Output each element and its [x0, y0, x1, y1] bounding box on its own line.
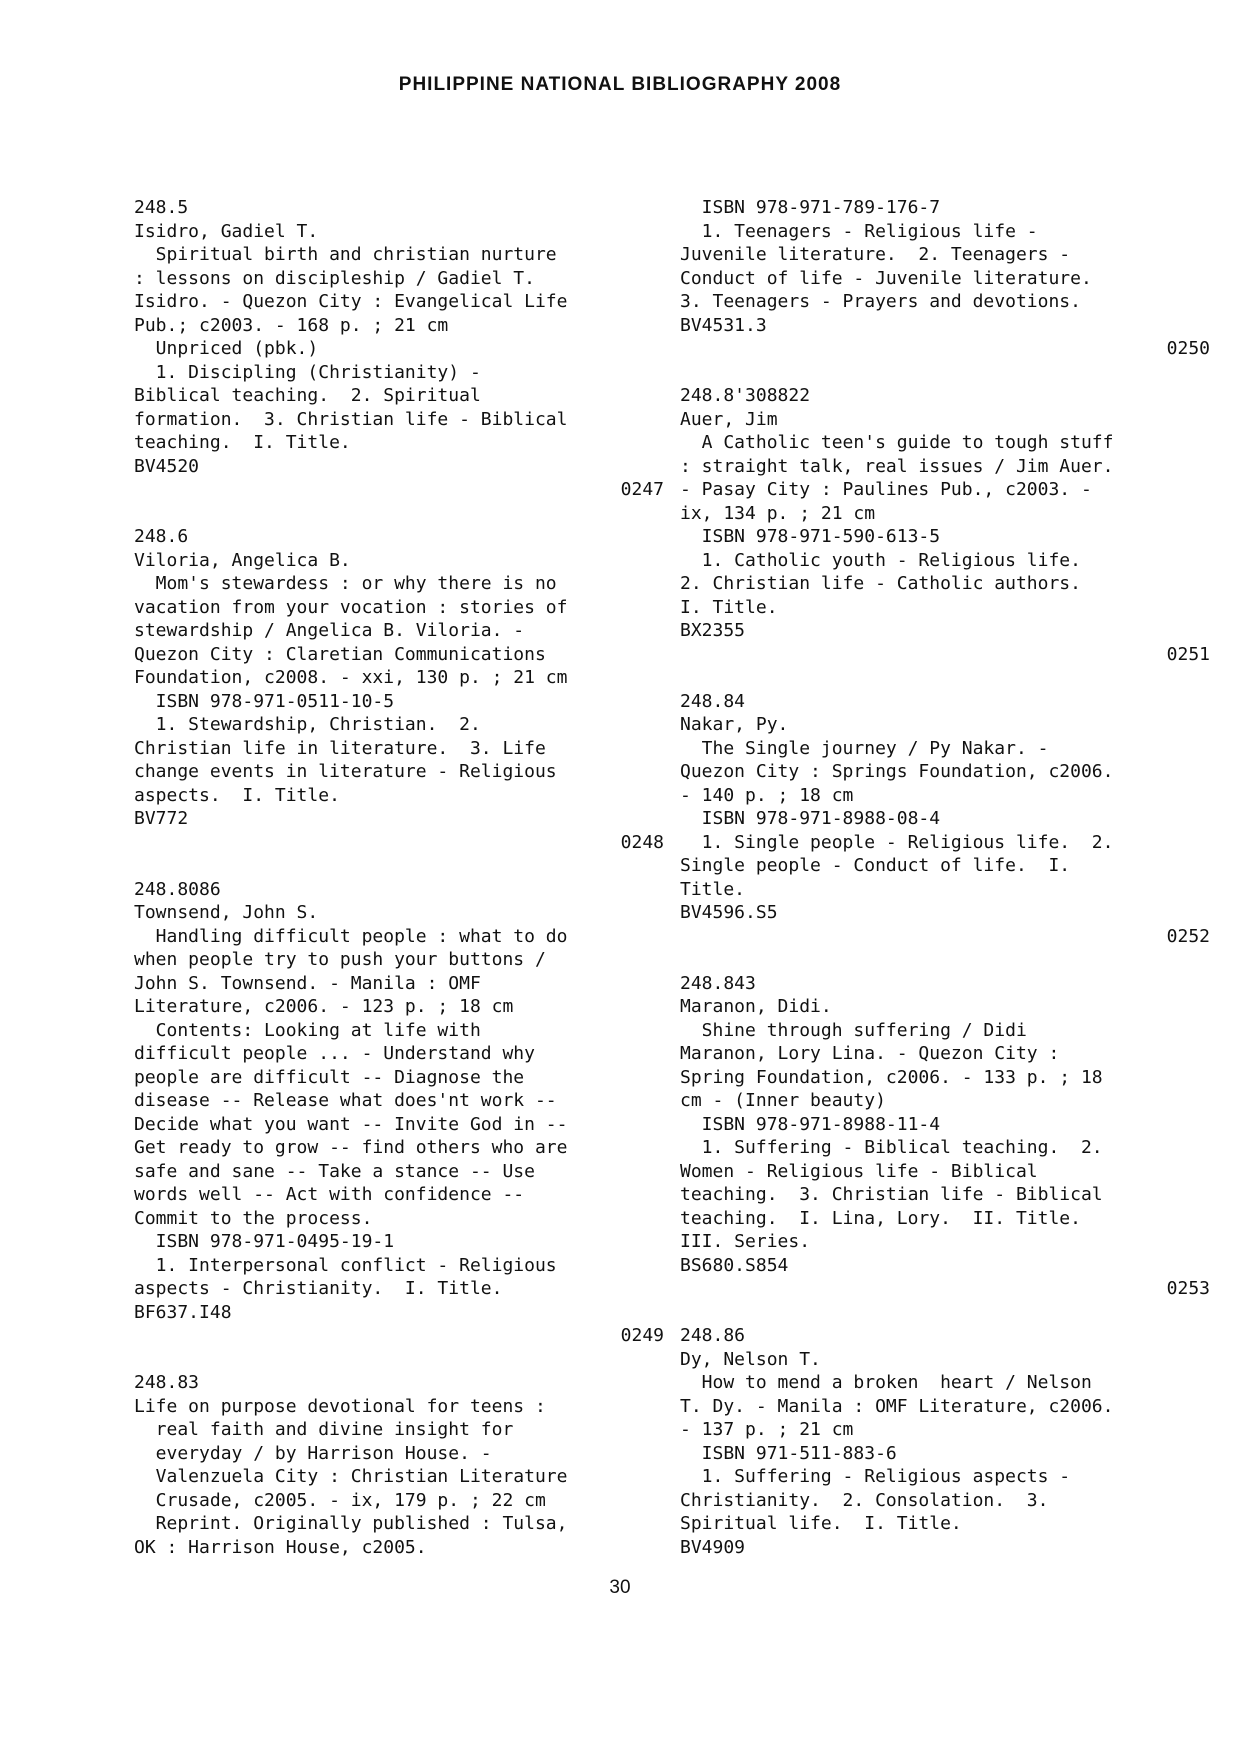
entry-line: ISBN 978-971-590-613-5 [680, 526, 941, 547]
entry-line: cm - (Inner beauty) [680, 1090, 886, 1111]
entry-line: Viloria, Angelica B. [134, 549, 351, 571]
entry-line: 248.83 [134, 1372, 200, 1393]
entry-line: Literature, c2006. - 123 p. ; 18 cm [134, 996, 514, 1017]
entry-line: BV4909 [680, 1536, 746, 1558]
blank-line [134, 1348, 664, 1372]
blank-line [680, 666, 1210, 690]
blank-line [134, 854, 664, 878]
entry-line: - 137 p. ; 21 cm [680, 1419, 854, 1440]
entry-line: BS680.S854 [680, 1254, 789, 1276]
entry-line: ISBN 978-971-8988-11-4 [680, 1113, 941, 1135]
entry-line: aspects. I. Title. [134, 784, 340, 806]
entry-line: Women - Religious life - Biblical [680, 1160, 1038, 1182]
entry-line: Mom's stewardess : or why there is no [134, 573, 557, 594]
entry-line: Auer, Jim [680, 408, 778, 430]
entry-line: vacation from your vocation : stories of [134, 596, 568, 618]
entry-line: Dy, Nelson T. [680, 1348, 821, 1370]
entry-line: 1. Single people - Religious life. 2. [680, 831, 1114, 853]
right-column [680, 196, 1210, 1559]
entry-line: BV772 [134, 808, 189, 829]
left-column [134, 196, 664, 1559]
entry-line: BF637.I48 [134, 1301, 232, 1323]
entry-line: everyday / by Harrison House. - [134, 1442, 492, 1464]
entry-line: T. Dy. - Manila : OMF Literature, c2006. [680, 1395, 1114, 1417]
entry-line: difficult people ... - Understand why [134, 1043, 535, 1064]
entry-line: Quezon City : Springs Foundation, c2006. [680, 761, 1114, 782]
entry-line: Townsend, John S. [134, 902, 319, 923]
entry-line: - Pasay City : Paulines Pub., c2003. - [680, 479, 1092, 500]
entry-line: Christianity. 2. Consolation. 3. [680, 1489, 1049, 1511]
entry-number: 0250 [1166, 338, 1210, 359]
entry-line: 248.8086 [134, 878, 221, 900]
entry-line: Reprint. Originally published : Tulsa, [134, 1513, 568, 1534]
entry-line: real faith and divine insight for [134, 1419, 514, 1440]
entry-line: Life on purpose devotional for teens : [134, 1395, 546, 1417]
entry-number: 0248 [620, 831, 664, 853]
entry-line: Conduct of life - Juvenile literature. [680, 267, 1092, 289]
entry-line: 2. Christian life - Catholic authors. [680, 573, 1081, 594]
entry-line: teaching. 3. Christian life - Biblical [680, 1184, 1103, 1205]
entry-line: BV4531.3 [680, 314, 767, 336]
blank-line [680, 361, 1210, 385]
entry-line: ISBN 978-971-0495-19-1 [134, 1231, 395, 1252]
blank-line [680, 1301, 1210, 1325]
entry-line: ix, 134 p. ; 21 cm [680, 502, 876, 524]
entry-line: BV4520 [134, 455, 200, 477]
entry-line: words well -- Act with confidence -- [134, 1184, 525, 1205]
page-number: 30 [609, 1577, 631, 1598]
entry-line: Crusade, c2005. - ix, 179 p. ; 22 cm [134, 1489, 546, 1511]
page-header: PHILIPPINE NATIONAL BIBLIOGRAPHY 2008 [398, 74, 842, 95]
entry-number: 0252 [1166, 925, 1210, 947]
entry-line: OK : Harrison House, c2005. [134, 1536, 427, 1558]
entry-line: teaching. I. Lina, Lory. II. Title. [680, 1207, 1081, 1229]
entry-line: aspects - Christianity. I. Title. [134, 1278, 503, 1299]
entry-line: Biblical teaching. 2. Spiritual [134, 385, 481, 406]
entry-number: 0247 [620, 479, 664, 500]
entry-line: BX2355 [680, 620, 746, 641]
entry-line: I. Title. [680, 596, 778, 618]
entry-line: Shine through suffering / Didi [680, 1019, 1027, 1041]
entry-line: Foundation, c2008. - xxi, 130 p. ; 21 cm [134, 667, 568, 688]
entry-line: 248.84 [680, 690, 746, 712]
entry-line: 1. Catholic youth - Religious life. [680, 549, 1081, 571]
entry-line: 248.843 [680, 972, 756, 994]
entry-line: The Single journey / Py Nakar. - [680, 737, 1049, 759]
entry-line: Contents: Looking at life with [134, 1019, 481, 1041]
entry-line: Commit to the process. [134, 1207, 373, 1229]
entry-line: III. Series. [680, 1231, 811, 1252]
entry-line: Unpriced (pbk.) [134, 338, 319, 359]
entry-line: teaching. I. Title. [134, 432, 351, 453]
entry-line: ISBN 978-971-8988-08-4 [680, 808, 941, 829]
entry-line: Title. [680, 878, 746, 900]
entry-line: - 140 p. ; 18 cm [680, 784, 854, 806]
entry-line: 1. Teenagers - Religious life - [680, 220, 1038, 242]
entry-number: 0251 [1166, 643, 1210, 665]
entry-line: Spring Foundation, c2006. - 133 p. ; 18 [680, 1066, 1103, 1088]
entry-line: safe and sane -- Take a stance -- Use [134, 1160, 535, 1182]
entry-line: 248.86 [680, 1325, 746, 1346]
entry-line: Maranon, Didi. [680, 996, 832, 1017]
entry-line: 1. Suffering - Biblical teaching. 2. [680, 1137, 1103, 1158]
entry-line: Single people - Conduct of life. I. [680, 855, 1071, 876]
entry-line: ISBN 971-511-883-6 [680, 1442, 897, 1464]
entry-line: 248.5 [134, 197, 189, 218]
entry-line: when people try to push your buttons / [134, 949, 546, 970]
entry-line: Pub.; c2003. - 168 p. ; 21 cm [134, 314, 449, 336]
entry-line: Nakar, Py. [680, 714, 789, 735]
entry-line: BV4596.S5 [680, 902, 778, 923]
entry-line: 3. Teenagers - Prayers and devotions. [680, 291, 1081, 312]
entry-line: ISBN 978-971-789-176-7 [680, 197, 941, 218]
entry-line: formation. 3. Christian life - Biblical [134, 408, 568, 430]
entry-line: 248.6 [134, 526, 189, 547]
entry-line: How to mend a broken heart / Nelson [680, 1372, 1092, 1393]
entry-line: Handling difficult people : what to do [134, 925, 568, 947]
entry-line: A Catholic teen's guide to tough stuff [680, 432, 1114, 453]
entry-line: stewardship / Angelica B. Viloria. - [134, 620, 525, 641]
entry-line: Isidro, Gadiel T. [134, 220, 319, 242]
entry-line: 1. Stewardship, Christian. 2. [134, 714, 481, 735]
entry-line: Valenzuela City : Christian Literature [134, 1466, 568, 1487]
entry-line: 1. Discipling (Christianity) - [134, 361, 481, 383]
entry-line: 1. Interpersonal conflict - Religious [134, 1254, 557, 1276]
entry-line: Quezon City : Claretian Communications [134, 643, 546, 665]
entry-line: John S. Townsend. - Manila : OMF [134, 972, 481, 994]
entry-line: Maranon, Lory Lina. - Quezon City : [680, 1043, 1060, 1064]
entry-line: change events in literature - Religious [134, 761, 557, 782]
entry-line: disease -- Release what does'nt work -- [134, 1090, 557, 1111]
entry-line: 1. Suffering - Religious aspects - [680, 1466, 1071, 1487]
entry-line: Isidro. - Quezon City : Evangelical Life [134, 291, 568, 312]
entry-line: Decide what you want -- Invite God in -- [134, 1113, 568, 1135]
entry-line: people are difficult -- Diagnose the [134, 1066, 525, 1088]
entry-line: Juvenile literature. 2. Teenagers - [680, 244, 1071, 265]
blank-line [680, 948, 1210, 972]
entry-line: Spiritual life. I. Title. [680, 1513, 962, 1534]
entry-line: : straight talk, real issues / Jim Auer. [680, 455, 1114, 477]
entry-line: Spiritual birth and christian nurture [134, 244, 557, 265]
entry-number: 0249 [620, 1325, 664, 1346]
entry-line: Get ready to grow -- find others who are [134, 1137, 568, 1158]
entry-line: ISBN 978-971-0511-10-5 [134, 690, 395, 712]
entry-line: 248.8'308822 [680, 385, 811, 406]
entry-line: Christian life in literature. 3. Life [134, 737, 546, 759]
entry-number: 0253 [1166, 1278, 1210, 1299]
entry-line: : lessons on discipleship / Gadiel T. [134, 267, 535, 289]
blank-line [134, 502, 664, 526]
